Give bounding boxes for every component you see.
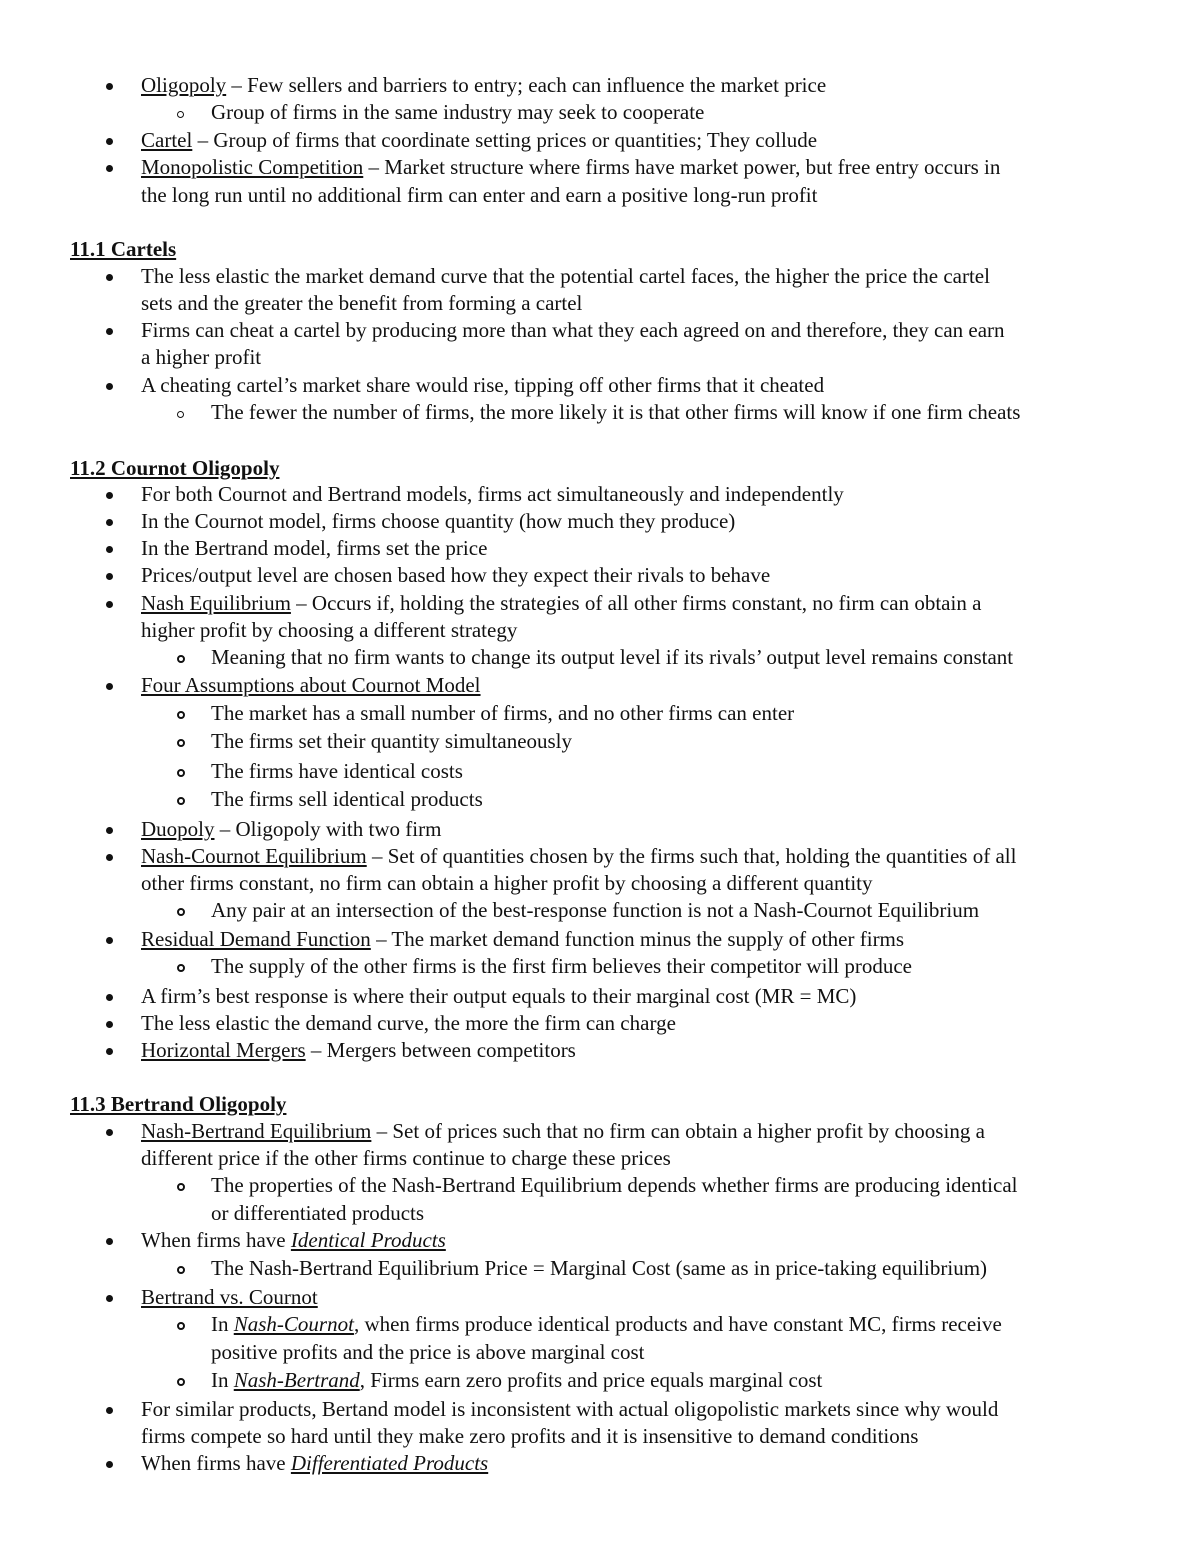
item-text: – The market demand function minus the supply of other firms bbox=[370, 927, 905, 951]
term-text: Oligopoly bbox=[141, 73, 227, 97]
sub-list-item bbox=[211, 1367, 822, 1394]
bullet-icon bbox=[106, 83, 113, 90]
sub-bullet-icon bbox=[177, 111, 184, 118]
list-item bbox=[141, 508, 735, 535]
bullet-icon bbox=[106, 1129, 113, 1136]
item-text: sets and the greater the benefit from forming a cartel bbox=[141, 291, 583, 315]
item-text: The supply of the other firms is the first firm believes their competitor will produce bbox=[211, 954, 912, 978]
bullet-icon bbox=[106, 328, 113, 335]
sub-list-item bbox=[211, 399, 1020, 426]
term-text: Four Assumptions about Cournot Model bbox=[141, 673, 481, 697]
bullet-icon bbox=[106, 937, 113, 944]
item-text: When firms have bbox=[141, 1228, 291, 1252]
item-text: A firm’s best response is where their output equals to their marginal cost (MR = MC) bbox=[141, 984, 857, 1008]
sub-list-item bbox=[211, 1339, 645, 1366]
bullet-icon bbox=[106, 138, 113, 145]
item-text: Firms can cheat a cartel by producing more than what they each agreed on and therefore, they can earn bbox=[141, 318, 1005, 342]
term-text: Differentiated Products bbox=[290, 1451, 489, 1475]
heading-text: 11.1 Cartels bbox=[70, 237, 177, 261]
item-text: The fewer the number of firms, the more likely it is that other firms will know if one firm cheats bbox=[211, 400, 1021, 424]
item-text: Prices/output level are chosen based how they expect their rivals to behave bbox=[141, 563, 771, 587]
item-text: A cheating cartel’s market share would rise, tipping off other firms that it cheated bbox=[141, 373, 825, 397]
list-item bbox=[141, 617, 517, 644]
bullet-icon bbox=[106, 1048, 113, 1055]
item-text: positive profits and the price is above marginal cost bbox=[211, 1340, 645, 1364]
sub-bullet-icon bbox=[177, 1266, 185, 1274]
list-item bbox=[141, 481, 844, 508]
list-item bbox=[141, 926, 904, 953]
item-text: When firms have bbox=[141, 1451, 291, 1475]
section-heading bbox=[70, 1091, 286, 1118]
bullet-icon bbox=[106, 827, 113, 834]
sub-bullet-icon bbox=[177, 797, 185, 805]
item-text: The properties of the Nash-Bertrand Equilibrium depends whether firms are producing identical bbox=[211, 1173, 1018, 1197]
bullet-icon bbox=[106, 383, 113, 390]
item-text: – Mergers between competitors bbox=[305, 1038, 576, 1062]
item-text: For both Cournot and Bertrand models, firms act simultaneously and independently bbox=[141, 482, 844, 506]
list-item bbox=[141, 816, 441, 843]
bullet-icon bbox=[106, 1295, 113, 1302]
section-heading bbox=[70, 455, 279, 482]
item-text: – Market structure where firms have market power, but free entry occurs in bbox=[363, 155, 1001, 179]
item-text: The firms sell identical products bbox=[211, 787, 483, 811]
sub-list-item bbox=[211, 786, 483, 813]
sub-list-item bbox=[211, 1172, 1018, 1199]
item-text: – Occurs if, holding the strategies of all other firms constant, no firm can obtain a bbox=[290, 591, 982, 615]
list-item bbox=[141, 1423, 918, 1450]
term-text: Duopoly bbox=[141, 817, 215, 841]
bullet-icon bbox=[106, 492, 113, 499]
sub-bullet-icon bbox=[177, 1183, 185, 1191]
item-text: different price if the other firms continue to charge these prices bbox=[141, 1146, 671, 1170]
item-text: the long run until no additional firm can enter and earn a positive long-run profit bbox=[141, 183, 818, 207]
list-item bbox=[141, 590, 981, 617]
sub-bullet-icon bbox=[177, 769, 185, 777]
list-item bbox=[141, 317, 1005, 344]
list-item bbox=[141, 983, 856, 1010]
list-item bbox=[141, 843, 1016, 870]
list-item bbox=[141, 1037, 576, 1064]
term-text: Nash-Cournot Equilibrium bbox=[141, 844, 367, 868]
term-text: Monopolistic Competition bbox=[141, 155, 364, 179]
bullet-icon bbox=[106, 546, 113, 553]
sub-bullet-icon bbox=[177, 964, 185, 972]
list-item bbox=[141, 672, 481, 699]
item-text: In bbox=[211, 1312, 234, 1336]
item-text: The firms set their quantity simultaneously bbox=[211, 729, 573, 753]
term-text: Bertrand vs. Cournot bbox=[141, 1285, 318, 1309]
item-text: – Few sellers and barriers to entry; each can influence the market price bbox=[226, 73, 827, 97]
bullet-icon bbox=[106, 573, 113, 580]
sub-list-item bbox=[211, 897, 979, 924]
bullet-icon bbox=[106, 519, 113, 526]
sub-list-item bbox=[211, 758, 463, 785]
list-item bbox=[141, 72, 826, 99]
bullet-icon bbox=[106, 994, 113, 1001]
term-text: Identical Products bbox=[290, 1228, 446, 1252]
item-text: The firms have identical costs bbox=[211, 759, 463, 783]
bullet-icon bbox=[106, 854, 113, 861]
term-text: Nash Equilibrium bbox=[141, 591, 291, 615]
item-text: Meaning that no firm wants to change its output level if its rivals’ output level remains constant bbox=[211, 645, 1014, 669]
item-text: – Set of quantities chosen by the firms such that, holding the quantities of all bbox=[366, 844, 1017, 868]
term-text: Horizontal Mergers bbox=[141, 1038, 306, 1062]
list-item bbox=[141, 263, 990, 290]
list-item bbox=[141, 1227, 446, 1254]
item-text: – Set of prices such that no firm can obtain a higher profit by choosing a bbox=[371, 1119, 985, 1143]
item-text: other firms constant, no firm can obtain a higher profit by choosing a different quantity bbox=[141, 871, 873, 895]
item-text: a higher profit bbox=[141, 345, 262, 369]
sub-bullet-icon bbox=[177, 655, 185, 663]
sub-list-item bbox=[211, 728, 572, 755]
list-item bbox=[141, 535, 487, 562]
item-text: In bbox=[211, 1368, 234, 1392]
list-item bbox=[141, 182, 817, 209]
item-text: For similar products, Bertand model is inconsistent with actual oligopolistic markets since why would bbox=[141, 1397, 999, 1421]
bullet-icon bbox=[106, 1021, 113, 1028]
list-item bbox=[141, 1284, 318, 1311]
list-item bbox=[141, 1450, 488, 1477]
sub-bullet-icon bbox=[177, 1322, 185, 1330]
sub-list-item bbox=[211, 1200, 424, 1227]
item-text: In the Bertrand model, firms set the price bbox=[141, 536, 488, 560]
term-text: Nash-Cournot bbox=[233, 1312, 354, 1336]
sub-bullet-icon bbox=[177, 739, 185, 747]
sub-bullet-icon bbox=[177, 711, 185, 719]
sub-bullet-icon bbox=[177, 1378, 185, 1386]
item-text: In the Cournot model, firms choose quantity (how much they produce) bbox=[141, 509, 736, 533]
bullet-icon bbox=[106, 1407, 113, 1414]
item-text: The less elastic the demand curve, the more the firm can charge bbox=[141, 1011, 676, 1035]
item-text: The market has a small number of firms, and no other firms can enter bbox=[211, 701, 795, 725]
item-text: Group of firms in the same industry may seek to cooperate bbox=[211, 100, 705, 124]
list-item bbox=[141, 154, 1000, 181]
bullet-icon bbox=[106, 683, 113, 690]
bullet-icon bbox=[106, 165, 113, 172]
bullet-icon bbox=[106, 601, 113, 608]
sub-list-item bbox=[211, 700, 794, 727]
sub-list-item bbox=[211, 644, 1013, 671]
sub-list-item bbox=[211, 99, 704, 126]
sub-bullet-icon bbox=[177, 908, 185, 916]
item-text: – Oligopoly with two firm bbox=[214, 817, 442, 841]
list-item bbox=[141, 1010, 676, 1037]
bullet-icon bbox=[106, 274, 113, 281]
heading-text: 11.3 Bertrand Oligopoly bbox=[70, 1092, 287, 1116]
term-text: Cartel bbox=[141, 128, 193, 152]
heading-text: 11.2 Cournot Oligopoly bbox=[70, 456, 280, 480]
bullet-icon bbox=[106, 1461, 113, 1468]
term-text: Nash-Bertrand Equilibrium bbox=[141, 1119, 372, 1143]
term-text: Nash-Bertrand bbox=[233, 1368, 360, 1392]
section-heading bbox=[70, 236, 176, 263]
item-text: The less elastic the market demand curve that the potential cartel faces, the higher the price the cartel bbox=[141, 264, 990, 288]
sub-bullet-icon bbox=[177, 411, 184, 418]
list-item bbox=[141, 127, 817, 154]
item-text: – Group of firms that coordinate setting prices or quantities; They collude bbox=[192, 128, 818, 152]
list-item bbox=[141, 1145, 671, 1172]
bullet-icon bbox=[106, 1238, 113, 1245]
list-item bbox=[141, 562, 770, 589]
list-item bbox=[141, 372, 824, 399]
sub-list-item bbox=[211, 1311, 1002, 1338]
item-text: , Firms earn zero profits and price equals marginal cost bbox=[359, 1368, 823, 1392]
list-item bbox=[141, 1118, 985, 1145]
list-item bbox=[141, 344, 261, 371]
list-item bbox=[141, 870, 873, 897]
item-text: firms compete so hard until they make zero profits and it is insensitive to demand conditions bbox=[141, 1424, 919, 1448]
item-text: Any pair at an intersection of the best-response function is not a Nash-Cournot Equilibrium bbox=[211, 898, 980, 922]
sub-list-item bbox=[211, 1255, 987, 1282]
item-text: The Nash-Bertrand Equilibrium Price = Marginal Cost (same as in price-taking equilibrium) bbox=[211, 1256, 988, 1280]
sub-list-item bbox=[211, 953, 912, 980]
list-item bbox=[141, 290, 582, 317]
item-text: , when firms produce identical products and have constant MC, firms receive bbox=[353, 1312, 1002, 1336]
item-text: higher profit by choosing a different strategy bbox=[141, 618, 518, 642]
item-text: or differentiated products bbox=[211, 1201, 425, 1225]
list-item bbox=[141, 1396, 998, 1423]
term-text: Residual Demand Function bbox=[141, 927, 371, 951]
